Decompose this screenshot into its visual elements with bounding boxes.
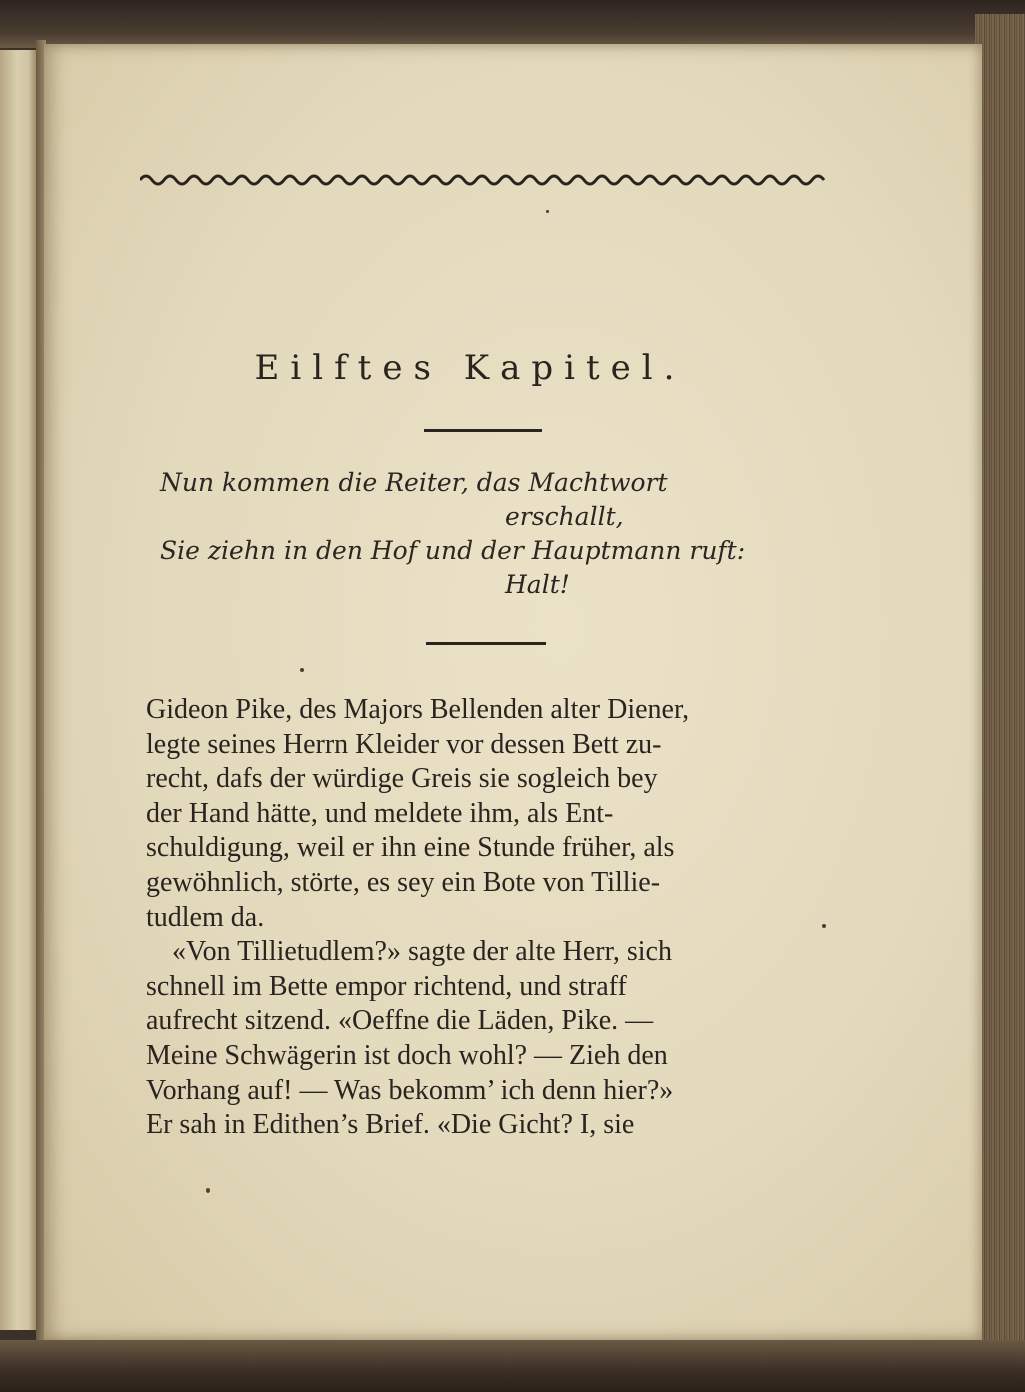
text-line: schnell im Bette empor richtend, und straff xyxy=(146,970,627,1002)
text-line: Vorhang auf! — Was bekomm’ ich denn hier?» xyxy=(146,1074,674,1106)
text-line: der Hand hätte, und meldete ihm, als Ent- xyxy=(146,797,614,829)
text-line: «Von Tillietudlem?» sagte der alte Herr, sich xyxy=(172,936,672,968)
epigraph-line: Halt! xyxy=(505,570,570,599)
epigraph-line: erschallt, xyxy=(505,502,624,531)
text-line: aufrecht sitzend. «Oeffne die Läden, Pike. — xyxy=(146,1005,654,1037)
text-line: Er sah in Edithen’s Brief. «Die Gicht? I, sie xyxy=(146,1109,635,1141)
book-page xyxy=(44,44,982,1340)
text-line: legte seines Herrn Kleider vor dessen Bett zu- xyxy=(146,728,662,760)
chapter-title: Eilftes Kapitel. xyxy=(254,348,686,388)
ink-speck xyxy=(822,924,826,928)
epigraph xyxy=(160,466,840,602)
text-line: Gideon Pike, des Majors Bellenden alter Diener, xyxy=(146,694,690,725)
left-page-leaf xyxy=(0,50,38,1330)
book-binding-bottom xyxy=(0,1340,1025,1392)
ink-speck xyxy=(206,1188,210,1193)
paragraph-2 xyxy=(146,935,846,1143)
epigraph-line: Sie ziehn in den Hof und der Hauptmann ruft: xyxy=(160,536,746,565)
epigraph-divider xyxy=(426,642,546,645)
ornamental-wave-rule xyxy=(140,170,830,188)
ink-speck xyxy=(546,210,549,213)
page-edges xyxy=(975,14,1025,1354)
ink-speck xyxy=(300,668,304,672)
text-line: schuldigung, weil er ihn eine Stunde früher, als xyxy=(146,832,675,864)
title-divider xyxy=(424,429,542,432)
text-line: recht, dafs der würdige Greis sie sogleich bey xyxy=(146,763,658,795)
paragraph-1 xyxy=(146,693,846,935)
text-line: gewöhnlich, störte, es sey ein Bote von Tillie- xyxy=(146,866,661,898)
text-line: tudlem da. xyxy=(146,901,265,933)
body-text xyxy=(146,693,846,1143)
text-line: Meine Schwägerin ist doch wohl? — Zieh den xyxy=(146,1039,668,1071)
book-binding-top xyxy=(0,0,1025,48)
epigraph-line: Nun kommen die Reiter, das Machtwort xyxy=(160,468,668,497)
